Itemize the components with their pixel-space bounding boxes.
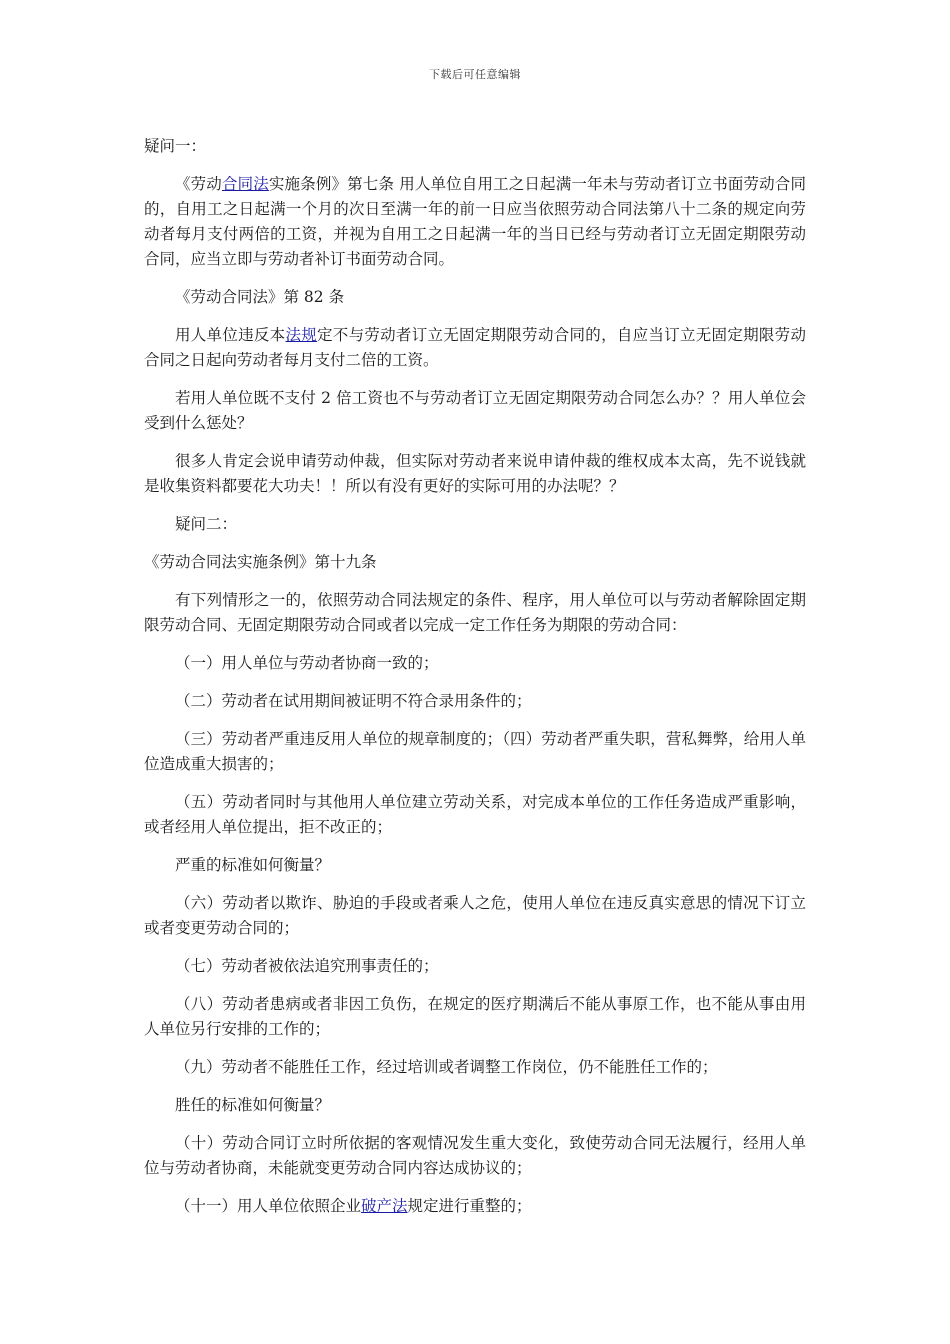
paragraph-text: （七）劳动者被依法追究刑事责任的； (175, 957, 439, 975)
paragraph-item-3-4 (144, 727, 806, 777)
paragraph-text: 疑问二： (175, 515, 238, 533)
inline-link[interactable]: 破产法 (361, 1197, 408, 1215)
paragraph-text: 《劳动合同法》第 82 条 (175, 288, 345, 306)
paragraph-text: 疑问一： (144, 137, 207, 155)
paragraph-text: （十）劳动合同订立时所依据的客观情况发生重大变化，致使劳动合同无法履行，经用人单位与劳动者协商，未能就变更劳动合同内容达成协议的； (144, 1134, 806, 1177)
paragraph-item-5 (144, 790, 806, 840)
paragraph-regulation-art7 (144, 172, 806, 272)
paragraph-regulation-art19-title (144, 550, 806, 575)
paragraph-item-7 (144, 954, 806, 979)
paragraph-item-2 (144, 689, 806, 714)
inline-link[interactable]: 合同法 (221, 175, 269, 193)
paragraph-item-11 (144, 1194, 806, 1219)
paragraph-text: 规定进行重整的； (407, 1197, 532, 1215)
paragraph-text: 《劳动合同法实施条例》第十九条 (144, 553, 377, 571)
paragraph-text: （一）用人单位与劳动者协商一致的； (175, 654, 439, 672)
paragraph-text: （十一）用人单位依照企业 (175, 1197, 362, 1215)
paragraph-law-art82-body (144, 323, 806, 373)
paragraph-q1-title (144, 134, 806, 159)
paragraph-question-competent (144, 1093, 806, 1118)
paragraph-q1-question (144, 386, 806, 436)
paragraph-text: （九）劳动者不能胜任工作，经过培训或者调整工作岗位，仍不能胜任工作的； (175, 1058, 718, 1076)
paragraph-item-6 (144, 891, 806, 941)
paragraph-text: （八）劳动者患病或者非因工负伤，在规定的医疗期满后不能从事原工作，也不能从事由用人单位另行安排的工作的； (144, 995, 806, 1038)
page-header: 下载后可任意编辑 (429, 68, 521, 81)
paragraph-text: 用人单位违反本 (175, 326, 286, 344)
paragraph-text: （六）劳动者以欺诈、胁迫的手段或者乘人之危，使用人单位在违反真实意思的情况下订立或者变更劳动合同的； (144, 894, 806, 937)
paragraph-item-9 (144, 1055, 806, 1080)
paragraph-question-serious (144, 853, 806, 878)
paragraph-text: 实施条例》第七条 用人单位自用工之日起满一年未与劳动者订立书面劳动合同的，自用工之日起满一个月的次日至满一年的前一日应当依照劳动合同法第八十二条的规定向劳动者每月支付两倍的工资，并视为自用工之日起满一年的当日已经与劳动者订立无固定期限劳动合同，应当立即与劳动者补订书面劳动合同。 (144, 175, 806, 268)
paragraph-q1-comment (144, 449, 806, 499)
paragraph-text: （二）劳动者在试用期间被证明不符合录用条件的； (175, 692, 532, 710)
paragraph-law-art82-title (144, 285, 806, 310)
paragraph-item-8 (144, 992, 806, 1042)
paragraph-item-1 (144, 651, 806, 676)
paragraph-item-10 (144, 1131, 806, 1181)
paragraph-text: 严重的标准如何衡量？ (175, 856, 331, 874)
paragraph-text: 胜任的标准如何衡量？ (175, 1096, 331, 1114)
paragraph-text: 《劳动 (175, 175, 222, 193)
paragraph-text: 有下列情形之一的，依照劳动合同法规定的条件、程序，用人单位可以与劳动者解除固定期限劳动合同、无固定期限劳动合同或者以完成一定工作任务为期限的劳动合同： (144, 591, 806, 634)
inline-link[interactable]: 法规 (285, 326, 318, 344)
paragraph-text: 若用人单位既不支付 2 倍工资也不与劳动者订立无固定期限劳动合同怎么办？？用人单位会受到什么惩处？ (144, 389, 806, 432)
paragraph-q2-title (144, 512, 806, 537)
paragraph-regulation-art19-intro (144, 588, 806, 638)
paragraph-text: 很多人肯定会说申请劳动仲裁，但实际对劳动者来说申请仲裁的维权成本太高，先不说钱就是收集资料都要花大功夫！！所以有没有更好的实际可用的办法呢？？ (144, 452, 806, 495)
paragraph-text: （三）劳动者严重违反用人单位的规章制度的；（四）劳动者严重失职，营私舞弊，给用人单位造成重大损害的； (144, 730, 806, 773)
document-body (144, 134, 806, 1232)
paragraph-text: （五）劳动者同时与其他用人单位建立劳动关系，对完成本单位的工作任务造成严重影响，或者经用人单位提出，拒不改正的； (144, 793, 806, 836)
paragraph-text: 定不与劳动者订立无固定期限劳动合同的，自应当订立无固定期限劳动合同之日起向劳动者每月支付二倍的工资。 (144, 326, 806, 369)
